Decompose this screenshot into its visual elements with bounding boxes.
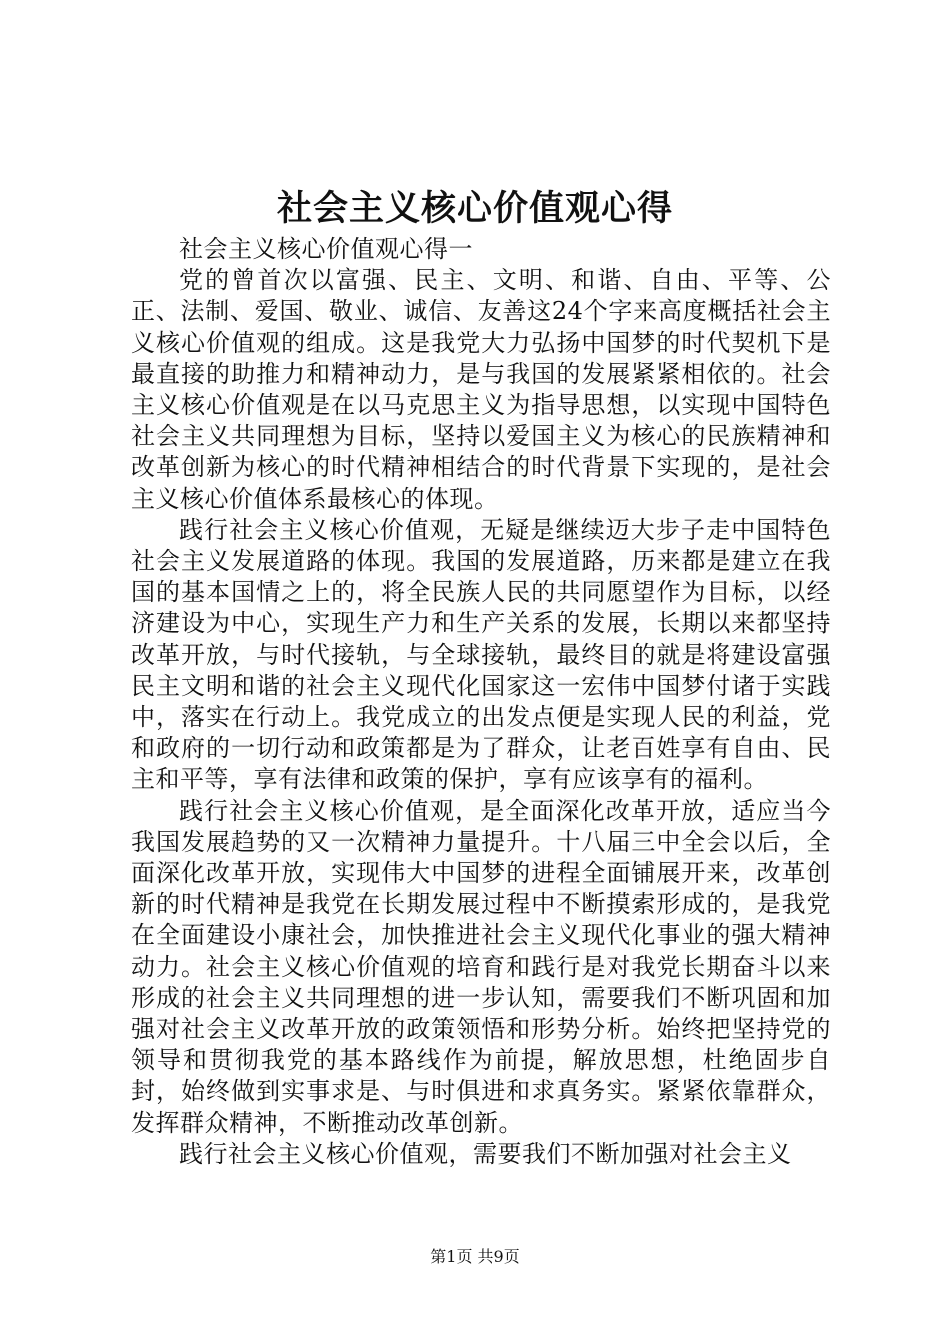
section-subtitle: 社会主义核心价值观心得一 [179,235,473,263]
page-number: 第1页 共9页 [430,1247,520,1266]
document-body [131,234,831,1170]
page-footer [0,1245,950,1269]
paragraph-4: 践行社会主义核心价值观，需要我们不断加强对社会主义 [179,1139,792,1168]
paragraph-1: 党的曾首次以富强、民主、文明、和谐、自由、平等、公正、法制、爱国、敬业、诚信、友善这24个字来高度概括社会主义核心价值观的组成。这是我党大力弘扬中国梦的时代契机下是最直接的助推力和精神动力，是与我国的发展紧紧相依的。社会主义核心价值观是在以马克思主义为指导思想，以实现中国特色社会主义共同理想为目标，坚持以爱国主义为核心的民族精神和改革创新为核心的时代精神相结合的时代背景下实现的，是社会主义核心价值体系最核心的体现。 [131,266,831,513]
paragraph-3: 践行社会主义核心价值观，是全面深化改革开放，适应当今我国发展趋势的又一次精神力量提升。十八届三中全会以后，全面深化改革开放，实现伟大中国梦的进程全面铺展开来，改革创新的时代精神是我党在长期发展过程中不断摸索形成的，是我党在全面建设小康社会，加快推进社会主义现代化事业的强大精神动力。社会主义核心价值观的培育和践行是对我党长期奋斗以来形成的社会主义共同理想的进一步认知，需要我们不断巩固和加强对社会主义改革开放的政策领悟和形势分析。始终把坚持党的领导和贯彻我党的基本路线作为前提，解放思想，杜绝固步自封，始终做到实事求是、与时俱进和求真务实。紧紧依靠群众，发挥群众精神，不断推动改革创新。 [131,796,831,1137]
document-title: 社会主义核心价值观心得 [276,188,673,229]
paragraph-2: 践行社会主义核心价值观，无疑是继续迈大步子走中国特色社会主义发展道路的体现。我国的发展道路，历来都是建立在我国的基本国情之上的，将全民族人民的共同愿望作为目标，以经济建设为中心，实现生产力和生产关系的发展，长期以来都坚持改革开放，与时代接轨，与全球接轨，最终目的就是将建设富强民主文明和谐的社会主义现代化国家这一宏伟中国梦付诸于实践中，落实在行动上。我党成立的出发点便是实现人民的利益，党和政府的一切行动和政策都是为了群众，让老百姓享有自由、民主和平等，享有法律和政策的保护，享有应该享有的福利。 [131,515,831,794]
